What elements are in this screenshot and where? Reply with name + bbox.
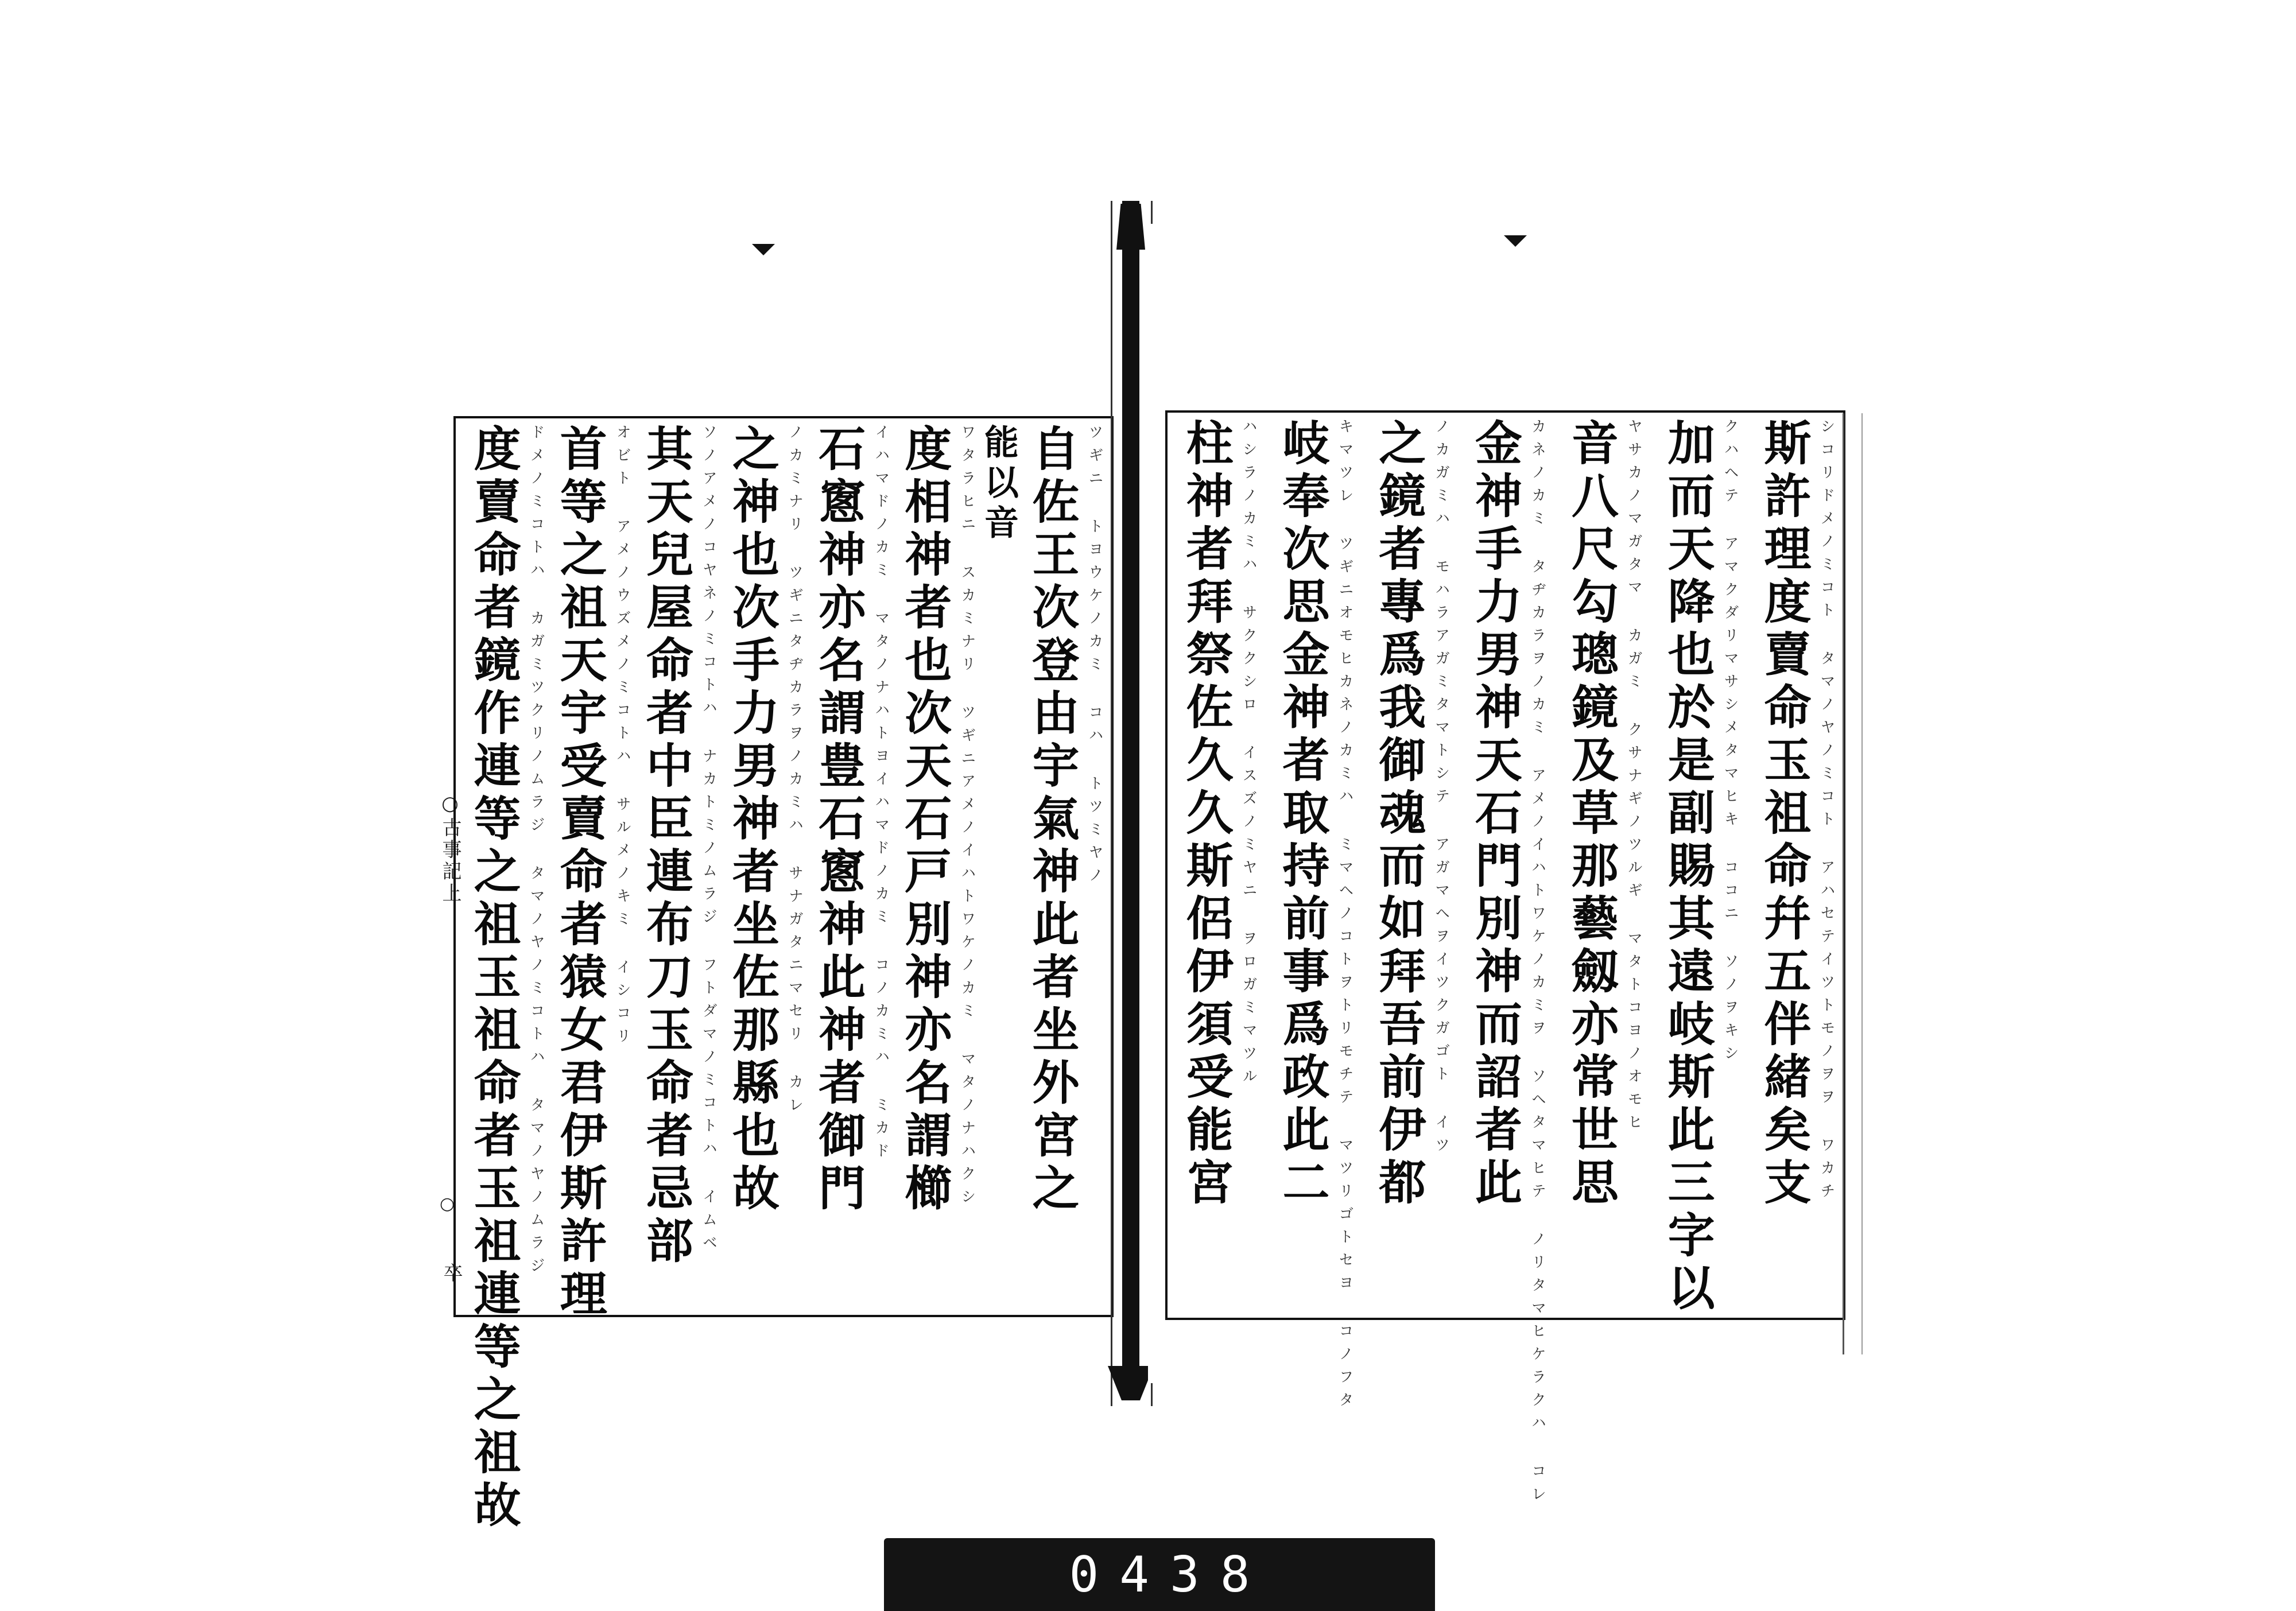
text-column-group — [461, 424, 547, 1533]
running-title: ○古事記上 — [439, 792, 461, 905]
text-column-group — [1173, 418, 1259, 1312]
text-column: 之神也次手力男神者坐佐那縣也故 — [724, 424, 780, 1216]
furigana-column: ツギニ トヨウケノカミ コハ トツミヤノ — [1086, 424, 1103, 890]
furigana-column: イハマドノカミ マタノナハトヨイハマドノカミ コノカミハ ミカド — [872, 424, 890, 1166]
page-number: 卒 — [440, 1263, 463, 1282]
furigana-column: ドメノミコトハ カガミツクリノムラジ タマノヤノミコトハ タマノヤノムラジ — [528, 424, 545, 1280]
right-page — [1148, 224, 1860, 1509]
text-columns-left — [461, 424, 1106, 1533]
furigana-column: ハシラノカミハ サククシロ イスズノミヤニ ヲロガミマツル — [1240, 418, 1258, 1091]
gutter-line-left — [1111, 201, 1112, 1406]
text-column-group — [633, 424, 719, 1309]
text-column: 自佐王次登由宇氣神此者坐外宮之 — [1025, 424, 1080, 1216]
text-column-group — [1019, 424, 1106, 1309]
text-column-group — [892, 424, 978, 1309]
text-column: 柱神者拜祭佐久久斯侶伊須受能宮 — [1178, 418, 1234, 1210]
text-column-group — [719, 424, 805, 1309]
text-column: 之鏡者專爲我御魂而如拜吾前伊都 — [1371, 418, 1426, 1210]
text-column: 加而天降也於是副賜其遠岐斯此三字以 — [1660, 418, 1716, 1316]
text-column-group — [806, 424, 892, 1309]
text-column: 能以音 — [978, 424, 1019, 545]
book-spine — [1122, 201, 1139, 1400]
frame-number-label — [884, 1538, 1435, 1611]
page-edge-stack — [1843, 413, 1863, 1354]
text-column: 岐奉次思金神者取持前事爲政此二 — [1274, 418, 1330, 1210]
furigana-column: クハヘテ アマクダリマサシメタマヒキ ココニ ソノヲキシ — [1721, 418, 1739, 1068]
furigana-column: キマツレ ツギニオモヒカネノカミハ ミマヘノコトヲトリモチテ マツリゴトセヨ コノフタ — [1336, 418, 1353, 1415]
text-column-group — [1751, 418, 1837, 1312]
furigana-column: ソノアメノコヤネノミコトハ ナカトミノムラジ フトダマノミコトハ イムベ — [700, 424, 718, 1257]
page-mark: ○ — [440, 1194, 455, 1214]
furigana-column: ヤサカノマガタマ カガミ クサナギノツルギ マタトコヨノオモヒ — [1625, 418, 1643, 1137]
text-columns-right — [1173, 418, 1837, 1509]
text-column-group — [1366, 418, 1452, 1312]
furigana-column: カネノカミ タヂカラヲノカミ アメノイハトワケノカミヲ ソヘタマヒテ ノリタマヒケラクハ コレ — [1529, 418, 1546, 1509]
text-column-group — [1558, 418, 1645, 1312]
furigana-column: ノカガミハ モハラアガミタマトシテ アガマヘヲイツクガゴト イツ — [1432, 418, 1450, 1160]
page-notch-mark — [1504, 235, 1527, 247]
spine-top-cap — [1116, 204, 1145, 250]
furigana-column: オビト アメノウズメノミコトハ サルメノキミ イシコリ — [614, 424, 631, 1051]
furigana-column: ワタラヒニ スカミナリ ツギニアメノイハトワケノカミ マタノナハクシ — [958, 424, 976, 1212]
spine-bottom-cap — [1108, 1366, 1154, 1400]
text-column-group — [1655, 418, 1741, 1316]
text-column: 首等之祖天宇受賣命者猿女君伊斯許理 — [552, 424, 608, 1322]
text-frame-left — [453, 416, 1114, 1533]
text-column: 度賣命者鏡作連等之祖玉祖命者玉祖連等之祖故 — [466, 424, 522, 1533]
text-column: 其天兒屋命者中臣連布刀玉命者忌部 — [638, 424, 694, 1269]
text-column-group — [1462, 418, 1548, 1509]
furigana-column: シコリドメノミコト タマノヤノミコト アハセテイツトモノヲヲ ワカチ — [1817, 418, 1835, 1206]
text-column: 斯許理度賣命玉祖命幷五伴緒矣支 — [1756, 418, 1812, 1210]
text-frame-right — [1165, 410, 1845, 1509]
text-column-group — [547, 424, 633, 1322]
page-notch-mark — [752, 244, 775, 255]
text-column-group — [1270, 418, 1356, 1415]
text-column: 金神手力男神天石門別神而詔者此 — [1467, 418, 1523, 1210]
text-column-group — [978, 424, 1019, 1309]
text-column: 石窻神亦名謂豊石窻神此神者御門 — [810, 424, 866, 1216]
frame-number-text: 0438 — [1069, 1546, 1271, 1604]
furigana-column: ノカミナリ ツギニタヂカラヲノカミハ サナガタニマセリ カレ — [786, 424, 804, 1120]
text-column: 度相神者也次天石戸別神亦名謂櫛 — [897, 424, 952, 1216]
text-column: 音八尺勾璁鏡及草那藝劔亦常世思 — [1564, 418, 1619, 1210]
left-page — [413, 218, 1119, 1533]
